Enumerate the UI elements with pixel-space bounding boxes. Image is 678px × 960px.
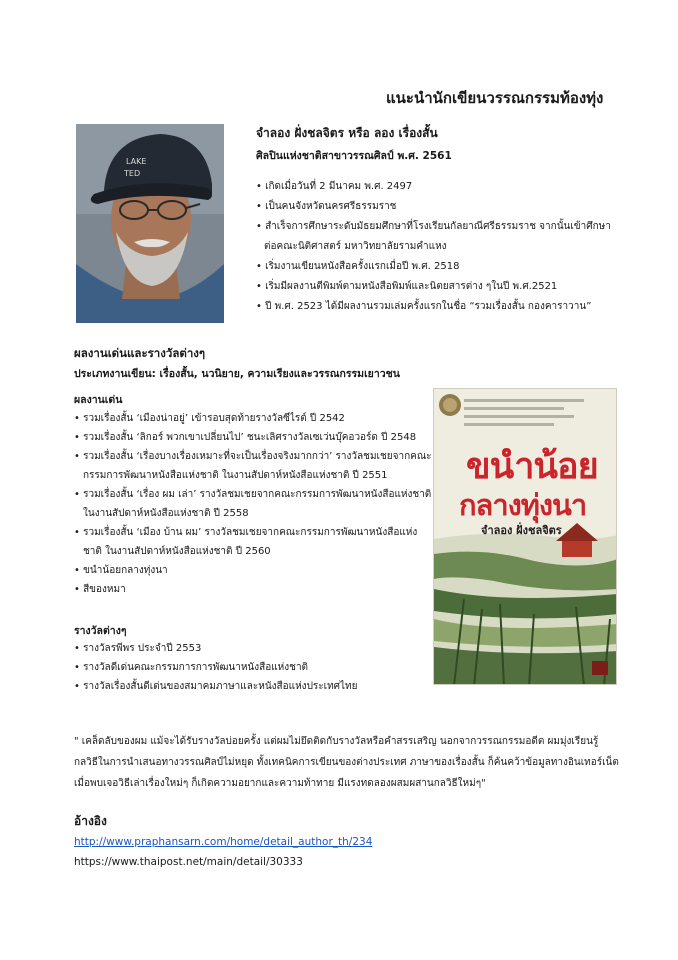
- works-heading: ผลงานเด่น: [74, 394, 123, 406]
- author-honor: ศิลปินแห่งชาติสาขาวรรณศิลป์ พ.ศ. 2561: [256, 150, 452, 162]
- reference-link-praphansarn[interactable]: http://www.praphansarn.com/home/detail_author_th/234: [74, 836, 373, 848]
- bio-item: • เกิดเมื่อวันที่ 2 มีนาคม พ.ศ. 2497: [256, 181, 413, 192]
- svg-text:LAKE: LAKE: [126, 157, 147, 166]
- bio-list: [256, 177, 616, 317]
- awards-list: [74, 639, 434, 696]
- works-list: [74, 409, 434, 599]
- awards-heading: รางวัลต่างๆ: [74, 625, 127, 637]
- work-item: • รวมเรื่องสั้น ‘เรื่อง ผม เล่า’ รางวัลชมเชยจากคณะกรรมการพัฒนาหนังสือแห่งชาติในงานสัปดาห์หนังสือแห่งชาติ ปี 2558: [74, 489, 432, 519]
- genre-line: ประเภทงานเขียน: เรื่องสั้น, นวนิยาย, ความเรียงและวรรณกรรมเยาวชน: [74, 368, 400, 380]
- award-item: • รางวัลรพีพร ประจำปี 2553: [74, 643, 202, 654]
- work-item: • สีของหมา: [74, 584, 126, 595]
- author-quote: " เคล็ดลับของผม แม้จะได้รับรางวัลบ่อยครั้ง แต่ผมไม่ยึดติดกับรางวัลหรือคำสรรเสริญ นอกจากวรรณกรรมอดีต ผมมุ่งเรียนรู้กลวิธีในการนำเสนอทางวรรณศิลป์ไม่หยุด ทั้งเทคนิคการเขียนของต่างประเทศ ภาษาของเรื่องสั้น ก็ค้นคว้าข้อมูลทางอินเทอร์เน็ต เมื่อพบเจอวิธีเล่าเรื่องใหม่ๆ ก็เกิดความอยากและความท้าทาย มีแรงทดลองผสมผสานกลวิธีใหม่ๆ": [74, 736, 619, 789]
- work-item: • รวมเรื่องสั้น ‘เรื่องบางเรื่องเหมาะที่จะเป็นเรื่องจริงมากกว่า’ รางวัลชมเชยจากคณะกรรมการพัฒนาหนังสือแห่งชาติ ในงานสัปดาห์หนังสือแห่งชาติ ปี 2551: [74, 451, 432, 481]
- reference-link-thaipost: https://www.thaipost.net/main/detail/30333: [74, 856, 303, 868]
- award-item: • รางวัลดีเด่นคณะกรรมการการพัฒนาหนังสือแห่งชาติ: [74, 662, 309, 673]
- bio-item: • เริ่มมีผลงานตีพิมพ์ตามหนังสือพิมพ์และนิตยสารต่าง ๆในปี พ.ศ.2521: [256, 281, 558, 292]
- award-item: • รางวัลเรื่องสั้นดีเด่นของสมาคมภาษาและหนังสือแห่งประเทศไทย: [74, 681, 358, 692]
- book-cover-title-line2: กลางทุ่งนา: [459, 488, 587, 522]
- work-item: • รวมเรื่องสั้น ‘ลิกอร์ พวกเขาเปลี่ยนไป’ ชนะเลิศรางวัลเซเว่นบุ๊คอวอร์ด ปี 2548: [74, 432, 417, 443]
- svg-text:TED: TED: [124, 169, 141, 178]
- bio-item: • ปี พ.ศ. 2523 ได้มีผลงานรวมเล่มครั้งแรกในชื่อ “รวมเรื่องสั้น กองคาราวาน”: [256, 301, 592, 312]
- page-title: แนะนำนักเขียนวรรณกรรมท้องทุ่ง: [386, 89, 604, 107]
- author-name: จำลอง ฝั่งชลจิตร หรือ ลอง เรื่องสั้น: [256, 126, 438, 140]
- work-item: • รวมเรื่องสั้น ‘เมือง บ้าน ผม’ รางวัลชมเชยจากคณะกรรมการพัฒนาหนังสือแห่งชาติ ในงานสัปดาห์หนังสือแห่งชาติ ปี 2560: [74, 527, 418, 557]
- bio-item: • เป็นคนจังหวัดนครศรีธรรมราช: [256, 201, 397, 212]
- book-cover-author: จำลอง ฝั่งชลจิตร: [481, 524, 562, 537]
- bio-item: • เริ่มงานเขียนหนังสือครั้งแรกเมื่อปี พ.ศ. 2518: [256, 261, 460, 272]
- work-item: • ขนำน้อยกลางทุ่งนา: [74, 565, 168, 576]
- bio-item: • สำเร็จการศึกษาระดับมัธยมศึกษาที่โรงเรียนกัลยาณีศรีธรรมราช จากนั้นเข้าศึกษาต่อคณะนิติศาสตร์ มหาวิทยาลัยรามคำแหง: [256, 221, 611, 252]
- book-cover-title-line1: ขนำน้อย: [466, 446, 598, 487]
- section-heading-works-awards: ผลงานเด่นและรางวัลต่างๆ: [74, 346, 206, 360]
- work-item: • รวมเรื่องสั้น ‘เมืองน่าอยู่’ เข้ารอบสุดท้ายรางวัลซีไรต์ ปี 2542: [74, 413, 345, 424]
- references-heading: อ้างอิง: [74, 814, 107, 828]
- author-portrait: [76, 124, 224, 323]
